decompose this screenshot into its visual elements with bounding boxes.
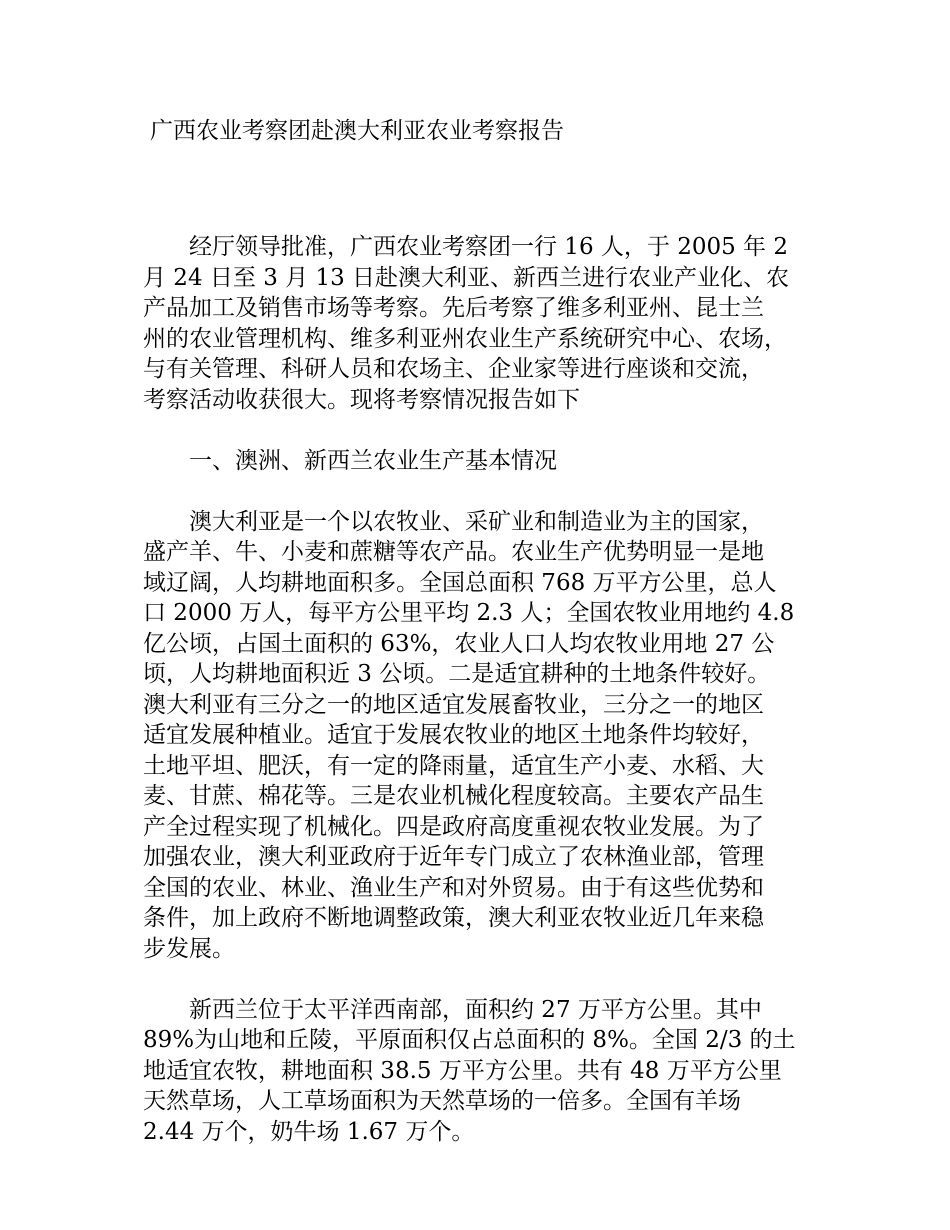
text-line: 口 2000 万人，每平方公里平均 2.3 人；全国农牧业用地约 4.8	[143, 600, 795, 626]
text-line: 与有关管理、科研人员和农场主、企业家等进行座谈和交流，	[143, 356, 764, 382]
text-line: 新西兰位于太平洋西南部，面积约 27 万平方公里。其中	[189, 996, 762, 1023]
text-line: 一、澳洲、新西兰农业生产基本情况	[189, 447, 557, 474]
text-line: 全国的农业、林业、渔业生产和对外贸易。由于有这些优势和	[143, 874, 764, 901]
section-heading	[143, 446, 823, 477]
text-line: 天然草场，人工草场面积为天然草场的一倍多。全国有羊场	[143, 1088, 741, 1114]
paragraph-australia	[143, 507, 823, 965]
text-line: 条件，加上政府不断地调整政策，澳大利亚农牧业近几年来稳	[143, 905, 764, 931]
document-body	[143, 232, 823, 1147]
text-line: 产全过程实现了机械化。四是政府高度重视农牧业发展。为了	[143, 813, 764, 840]
text-line: 考察活动收获很大。现将考察情况报告如下	[143, 386, 580, 413]
text-line: 澳大利亚有三分之一的地区适宜发展畜牧业，三分之一的地区	[143, 691, 764, 718]
text-line: 顷，人均耕地面积近 3 公顷。二是适宜耕种的土地条件较好。	[143, 661, 771, 687]
text-line: 适宜发展种植业。适宜于发展农牧业的地区土地条件均较好，	[143, 722, 764, 748]
text-line: 步发展。	[143, 935, 235, 962]
text-line: 亿公顷，占国土面积的 63%，农业人口人均农牧业用地 27 公	[143, 630, 775, 657]
text-line: 土地平坦、肥沃，有一定的降雨量，适宜生产小麦、水稻、大	[143, 752, 764, 779]
text-line: 盛产羊、牛、小麦和蔗糖等农产品。农业生产优势明显一是地	[143, 539, 764, 565]
text-line: 月 24 日至 3 月 13 日赴澳大利亚、新西兰进行农业产业化、农	[143, 264, 790, 291]
text-line: 麦、甘蔗、棉花等。三是农业机械化程度较高。主要农产品生	[143, 783, 764, 809]
document-title: 广西农业考察团赴澳大利亚农业考察报告	[150, 118, 564, 144]
text-line: 产品加工及销售市场等考察。先后考察了维多利亚州、昆士兰	[143, 295, 764, 321]
text-line: 经厅领导批准，广西农业考察团一行 16 人，于 2005 年 2	[189, 234, 788, 260]
text-line: 地适宜农牧，耕地面积 38.5 万平方公里。共有 48 万平方公里	[143, 1057, 782, 1084]
text-line: 89%为山地和丘陵，平原面积仅占总面积的 8%。全国 2/3 的土	[143, 1027, 796, 1053]
text-line: 澳大利亚是一个以农牧业、采矿业和制造业为主的国家，	[189, 508, 764, 535]
paragraph-intro	[143, 232, 823, 415]
text-line: 州的农业管理机构、维多利亚州农业生产系统研究中心、农场，	[143, 325, 787, 352]
text-line: 域辽阔，人均耕地面积多。全国总面积 768 万平方公里，总人	[143, 569, 777, 596]
text-line: 2.44 万个，奶牛场 1.67 万个。	[143, 1118, 475, 1145]
paragraph-new-zealand	[143, 995, 823, 1148]
text-line: 加强农业，澳大利亚政府于近年专门成立了农林渔业部，管理	[143, 844, 764, 870]
